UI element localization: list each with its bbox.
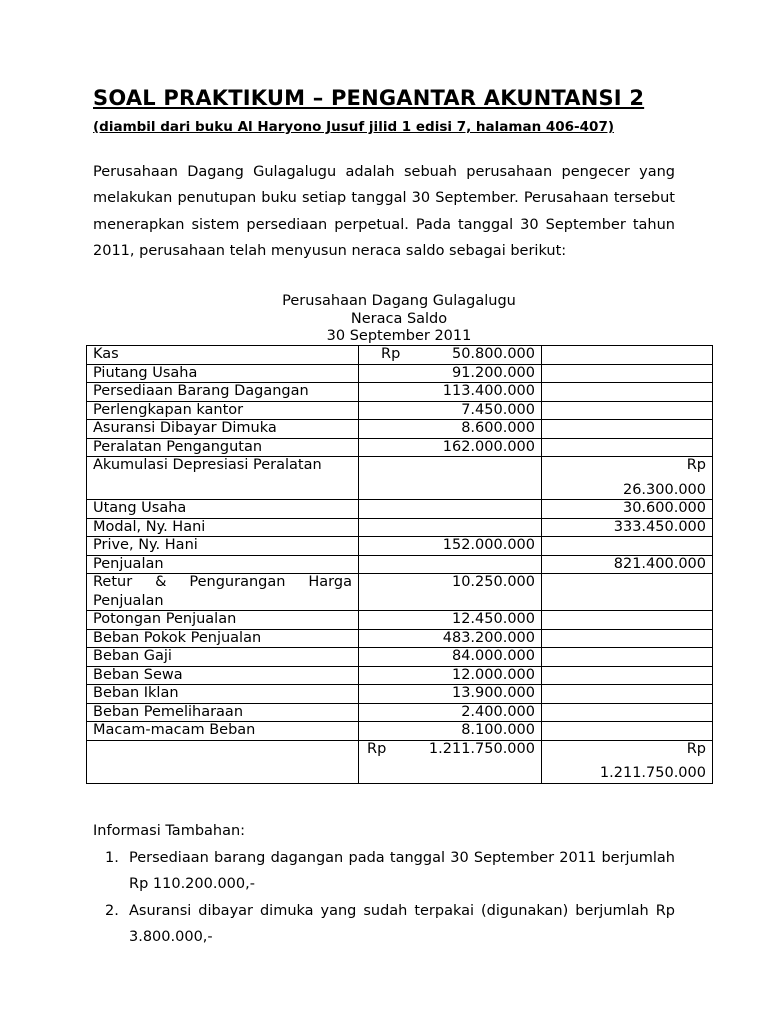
account-cell: Beban Iklan [87, 685, 359, 704]
statement-date: 30 September 2011 [326, 328, 472, 344]
table-row [87, 500, 713, 519]
intro-paragraph: Perusahaan Dagang Gulagalugu adalah sebuah perusahaan pengecer yang melakukan penutupan buku setiap tanggal 30 September. Perusahaan tersebut menerapkan sistem persediaan perpetual. Pada tanggal 30 September tahun 2011, perusahaan telah menyusun neraca saldo sebagai berikut: [93, 164, 675, 260]
statement-company: Perusahaan Dagang Gulagalugu [282, 293, 516, 309]
account-cell: Kas [87, 346, 359, 365]
credit-cell [542, 611, 713, 630]
debit-cell: 113.400.000 [359, 383, 542, 402]
account-cell: Penjualan [87, 555, 359, 574]
info-item [93, 898, 675, 951]
credit-cell [542, 346, 713, 365]
debit-cell: 2.400.000 [359, 703, 542, 722]
total-debit-cell [359, 740, 542, 783]
account-cell: Potongan Penjualan [87, 611, 359, 630]
table-row [87, 666, 713, 685]
total-label-cell [87, 740, 359, 783]
account-word: Harga [308, 574, 352, 590]
debit-cell [359, 457, 542, 500]
account-cell: Peralatan Pengangutan [87, 438, 359, 457]
table-row [87, 346, 713, 365]
credit-cell [542, 537, 713, 556]
additional-info-list [93, 845, 675, 951]
credit-cell [542, 574, 713, 611]
debit-cell: 152.000.000 [359, 537, 542, 556]
info-item-text: Asuransi dibayar dimuka yang sudah terpakai (digunakan) berjumlah Rp 3.800.000,- [129, 902, 675, 946]
table-row [87, 383, 713, 402]
debit-cell: 84.000.000 [359, 648, 542, 667]
total-credit-value: 1.211.750.000 [599, 765, 706, 781]
total-credit-cell [542, 740, 713, 783]
credit-cell: 821.400.000 [542, 555, 713, 574]
additional-info-title: Informasi Tambahan: [93, 823, 246, 839]
credit-value: 26.300.000 [622, 481, 706, 498]
credit-cell [542, 364, 713, 383]
table-row [87, 401, 713, 420]
debit-with-currency [365, 346, 535, 364]
table-row [87, 555, 713, 574]
account-cell: Piutang Usaha [87, 364, 359, 383]
debit-cell: 162.000.000 [359, 438, 542, 457]
table-row [87, 703, 713, 722]
account-cell: Beban Gaji [87, 648, 359, 667]
info-item-text: Persediaan barang dagangan pada tanggal 30 September 2011 berjumlah Rp 110.200.000,- [129, 850, 675, 893]
debit-cell [359, 555, 542, 574]
debit-cell: 10.250.000 [359, 574, 542, 611]
total-debit [365, 741, 535, 759]
table-row [87, 537, 713, 556]
currency-label: Rp [686, 740, 706, 757]
account-cell: Persediaan Barang Dagangan [87, 383, 359, 402]
account-cell: Macam-macam Beban [87, 722, 359, 741]
info-item-number: 2. [105, 902, 119, 919]
currency-label: Rp [686, 457, 706, 473]
debit-cell [359, 500, 542, 519]
table-row [87, 457, 713, 500]
credit-cell: 30.600.000 [542, 500, 713, 519]
table-row [87, 438, 713, 457]
table-row [87, 629, 713, 648]
account-name-line1 [93, 574, 352, 592]
account-cell: Asuransi Dibayar Dimuka [87, 420, 359, 439]
total-row [87, 740, 713, 783]
debit-cell: 91.200.000 [359, 364, 542, 383]
debit-cell: 13.900.000 [359, 685, 542, 704]
statement-name: Neraca Saldo [350, 311, 448, 327]
account-cell: Beban Sewa [87, 666, 359, 685]
account-word: & [155, 574, 167, 590]
table-row [87, 685, 713, 704]
debit-cell: 8.600.000 [359, 420, 542, 439]
credit-cell [542, 629, 713, 648]
debit-cell: 12.000.000 [359, 666, 542, 685]
account-name-line2: Penjualan [93, 592, 164, 609]
debit-value: 50.800.000 [451, 346, 535, 362]
credit-cell: 333.450.000 [542, 518, 713, 537]
table-row [87, 722, 713, 741]
table-row [87, 364, 713, 383]
account-cell: Modal, Ny. Hani [87, 518, 359, 537]
table-row [87, 420, 713, 439]
debit-cell [359, 346, 542, 365]
table-row [87, 648, 713, 667]
table-row [87, 574, 713, 611]
source-citation: (diambil dari buku Al Haryono Jusuf jilid 1 edisi 7, halaman 406-407) [93, 119, 615, 135]
credit-cell [542, 401, 713, 420]
credit-cell [542, 685, 713, 704]
info-item [93, 845, 675, 898]
account-word: Retur [93, 574, 133, 590]
page-title: SOAL PRAKTIKUM – PENGANTAR AKUNTANSI 2 [93, 86, 645, 110]
account-word: Pengurangan [189, 574, 286, 590]
trial-balance-table [86, 345, 713, 784]
credit-cell [542, 438, 713, 457]
credit-cell [542, 383, 713, 402]
account-cell: Prive, Ny. Hani [87, 537, 359, 556]
credit-cell [542, 457, 713, 500]
account-cell: Beban Pokok Penjualan [87, 629, 359, 648]
currency-label: Rp [381, 346, 401, 362]
debit-cell: 8.100.000 [359, 722, 542, 741]
credit-cell [542, 703, 713, 722]
account-cell: Utang Usaha [87, 500, 359, 519]
account-cell: Perlengkapan kantor [87, 401, 359, 420]
currency-label: Rp [367, 740, 387, 757]
debit-cell: 483.200.000 [359, 629, 542, 648]
debit-cell: 12.450.000 [359, 611, 542, 630]
debit-cell: 7.450.000 [359, 401, 542, 420]
credit-cell [542, 420, 713, 439]
total-debit-value: 1.211.750.000 [428, 740, 535, 757]
credit-cell [542, 722, 713, 741]
credit-cell [542, 648, 713, 667]
account-cell: Beban Pemeliharaan [87, 703, 359, 722]
account-cell [87, 574, 359, 611]
table-row [87, 518, 713, 537]
table-row [87, 611, 713, 630]
credit-cell [542, 666, 713, 685]
debit-cell [359, 518, 542, 537]
account-cell: Akumulasi Depresiasi Peralatan [87, 457, 359, 500]
info-item-number: 1. [105, 850, 119, 866]
